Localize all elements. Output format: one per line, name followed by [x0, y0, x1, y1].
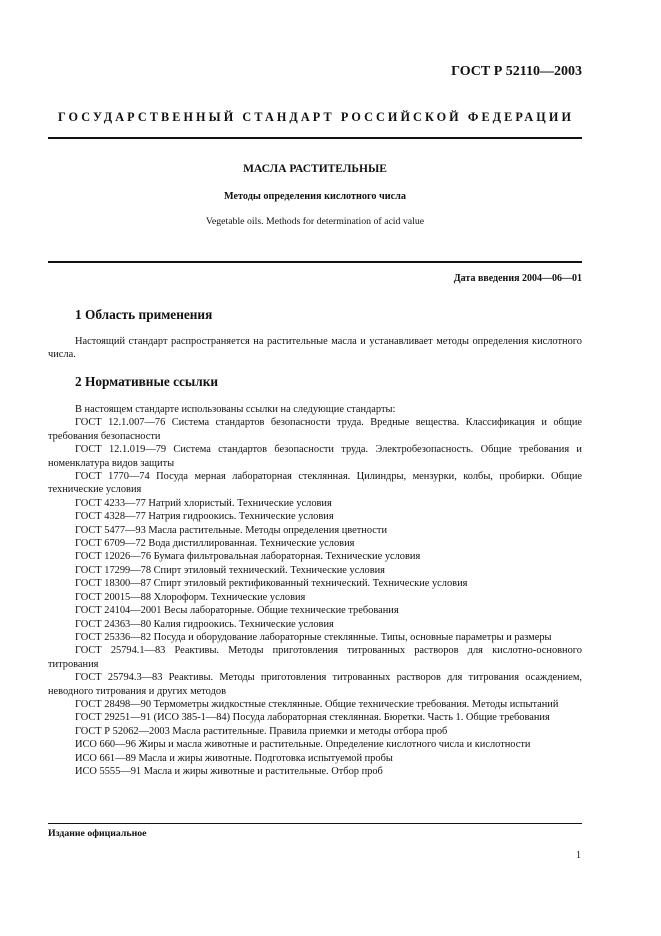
reference-item: ИСО 661—89 Масла и жиры животные. Подготовка испытуемой пробы: [75, 752, 393, 764]
document-title: МАСЛА РАСТИТЕЛЬНЫЕ: [243, 163, 387, 175]
reference-item: ГОСТ 25336—82 Посуда и оборудование лабораторные стеклянные. Типы, основные параметры и размеры: [75, 631, 552, 643]
reference-item: ГОСТ Р 52062—2003 Масла растительные. Правила приемки и методы отбора проб: [75, 725, 448, 737]
document-title-english: Vegetable oils. Methods for determination of acid value: [205, 216, 425, 227]
references-list: [48, 403, 582, 778]
official-edition-label: Издание официальное: [48, 828, 147, 839]
reference-item: ГОСТ 28498—90 Термометры жидкостные стеклянные. Общие технические требования. Методы испытаний: [75, 698, 559, 710]
references-intro: В настоящем стандарте использованы ссылки на следующие стандарты:: [75, 404, 396, 415]
reference-item: ГОСТ 4328—77 Натрия гидроокись. Технические условия: [75, 511, 334, 523]
reference-item: ГОСТ 12.1.019—79 Система стандартов безопасности труда. Электробезопасность. Общие требования и номенклатура видов защиты: [48, 444, 582, 469]
reference-item: ГОСТ 17299—78 Спирт этиловый технический. Технические условия: [75, 564, 385, 576]
document-subtitle: Методы определения кислотного числа: [224, 191, 406, 202]
reference-item: ГОСТ 25794.1—83 Реактивы. Методы приготовления титрованных растворов для кислотно-основного титрования: [48, 645, 582, 670]
page-number: 1: [576, 850, 581, 861]
section-1-paragraph: Настоящий стандарт распространяется на растительные масла и устанавливает методы определения кислотного числа.: [48, 336, 582, 361]
reference-item: ГОСТ 5477—93 Масла растительные. Методы определения цветности: [75, 524, 388, 536]
section-1-heading: 1 Область применения: [75, 307, 213, 322]
reference-item: ГОСТ 24363—80 Калия гидроокись. Технические условия: [75, 618, 334, 630]
reference-item: ГОСТ 12.1.007—76 Система стандартов безопасности труда. Вредные вещества. Классификация и общие требования безопасности: [48, 417, 582, 442]
reference-item: ГОСТ 29251—91 (ИСО 385-1—84) Посуда лабораторная стеклянная. Бюретки. Часть 1. Общие требования: [75, 712, 550, 724]
footer-divider: [48, 823, 582, 824]
reference-item: ГОСТ 18300—87 Спирт этиловый ректификованный технический. Технические условия: [75, 578, 468, 590]
section-1-text: [48, 335, 582, 362]
state-standard-banner: ГОСУДАРСТВЕННЫЙ СТАНДАРТ РОССИЙСКОЙ ФЕДЕРАЦИИ: [57, 110, 575, 124]
reference-item: ГОСТ 6709—72 Вода дистиллированная. Технические условия: [75, 538, 355, 550]
reference-item: ГОСТ 20015—88 Хлороформ. Технические условия: [75, 591, 306, 603]
title-divider: [48, 261, 582, 263]
reference-item: ГОСТ 25794.3—83 Реактивы. Методы приготовления титрованных растворов для титрования осаждением, неводного титрования и других методов: [48, 672, 582, 697]
reference-item: ГОСТ 24104—2001 Весы лабораторные. Общие технические требования: [75, 605, 399, 617]
section-2-heading: 2 Нормативные ссылки: [75, 374, 219, 389]
reference-item: ИСО 660—96 Жиры и масла животные и растительные. Определение кислотного числа и кислотности: [75, 739, 531, 751]
header-divider: [48, 137, 582, 139]
reference-item: ГОСТ 4233—77 Натрий хлористый. Технические условия: [75, 497, 332, 509]
introduction-date: Дата введения 2004—06—01: [453, 273, 582, 284]
reference-item: ГОСТ 1770—74 Посуда мерная лабораторная стеклянная. Цилиндры, мензурки, колбы, пробирки. Общие технические условия: [48, 471, 582, 496]
document-number: ГОСТ Р 52110—2003: [451, 64, 582, 79]
reference-item: ГОСТ 12026—76 Бумага фильтровальная лабораторная. Технические условия: [75, 551, 421, 563]
reference-item: ИСО 5555—91 Масла и жиры животные и растительные. Отбор проб: [75, 765, 383, 777]
